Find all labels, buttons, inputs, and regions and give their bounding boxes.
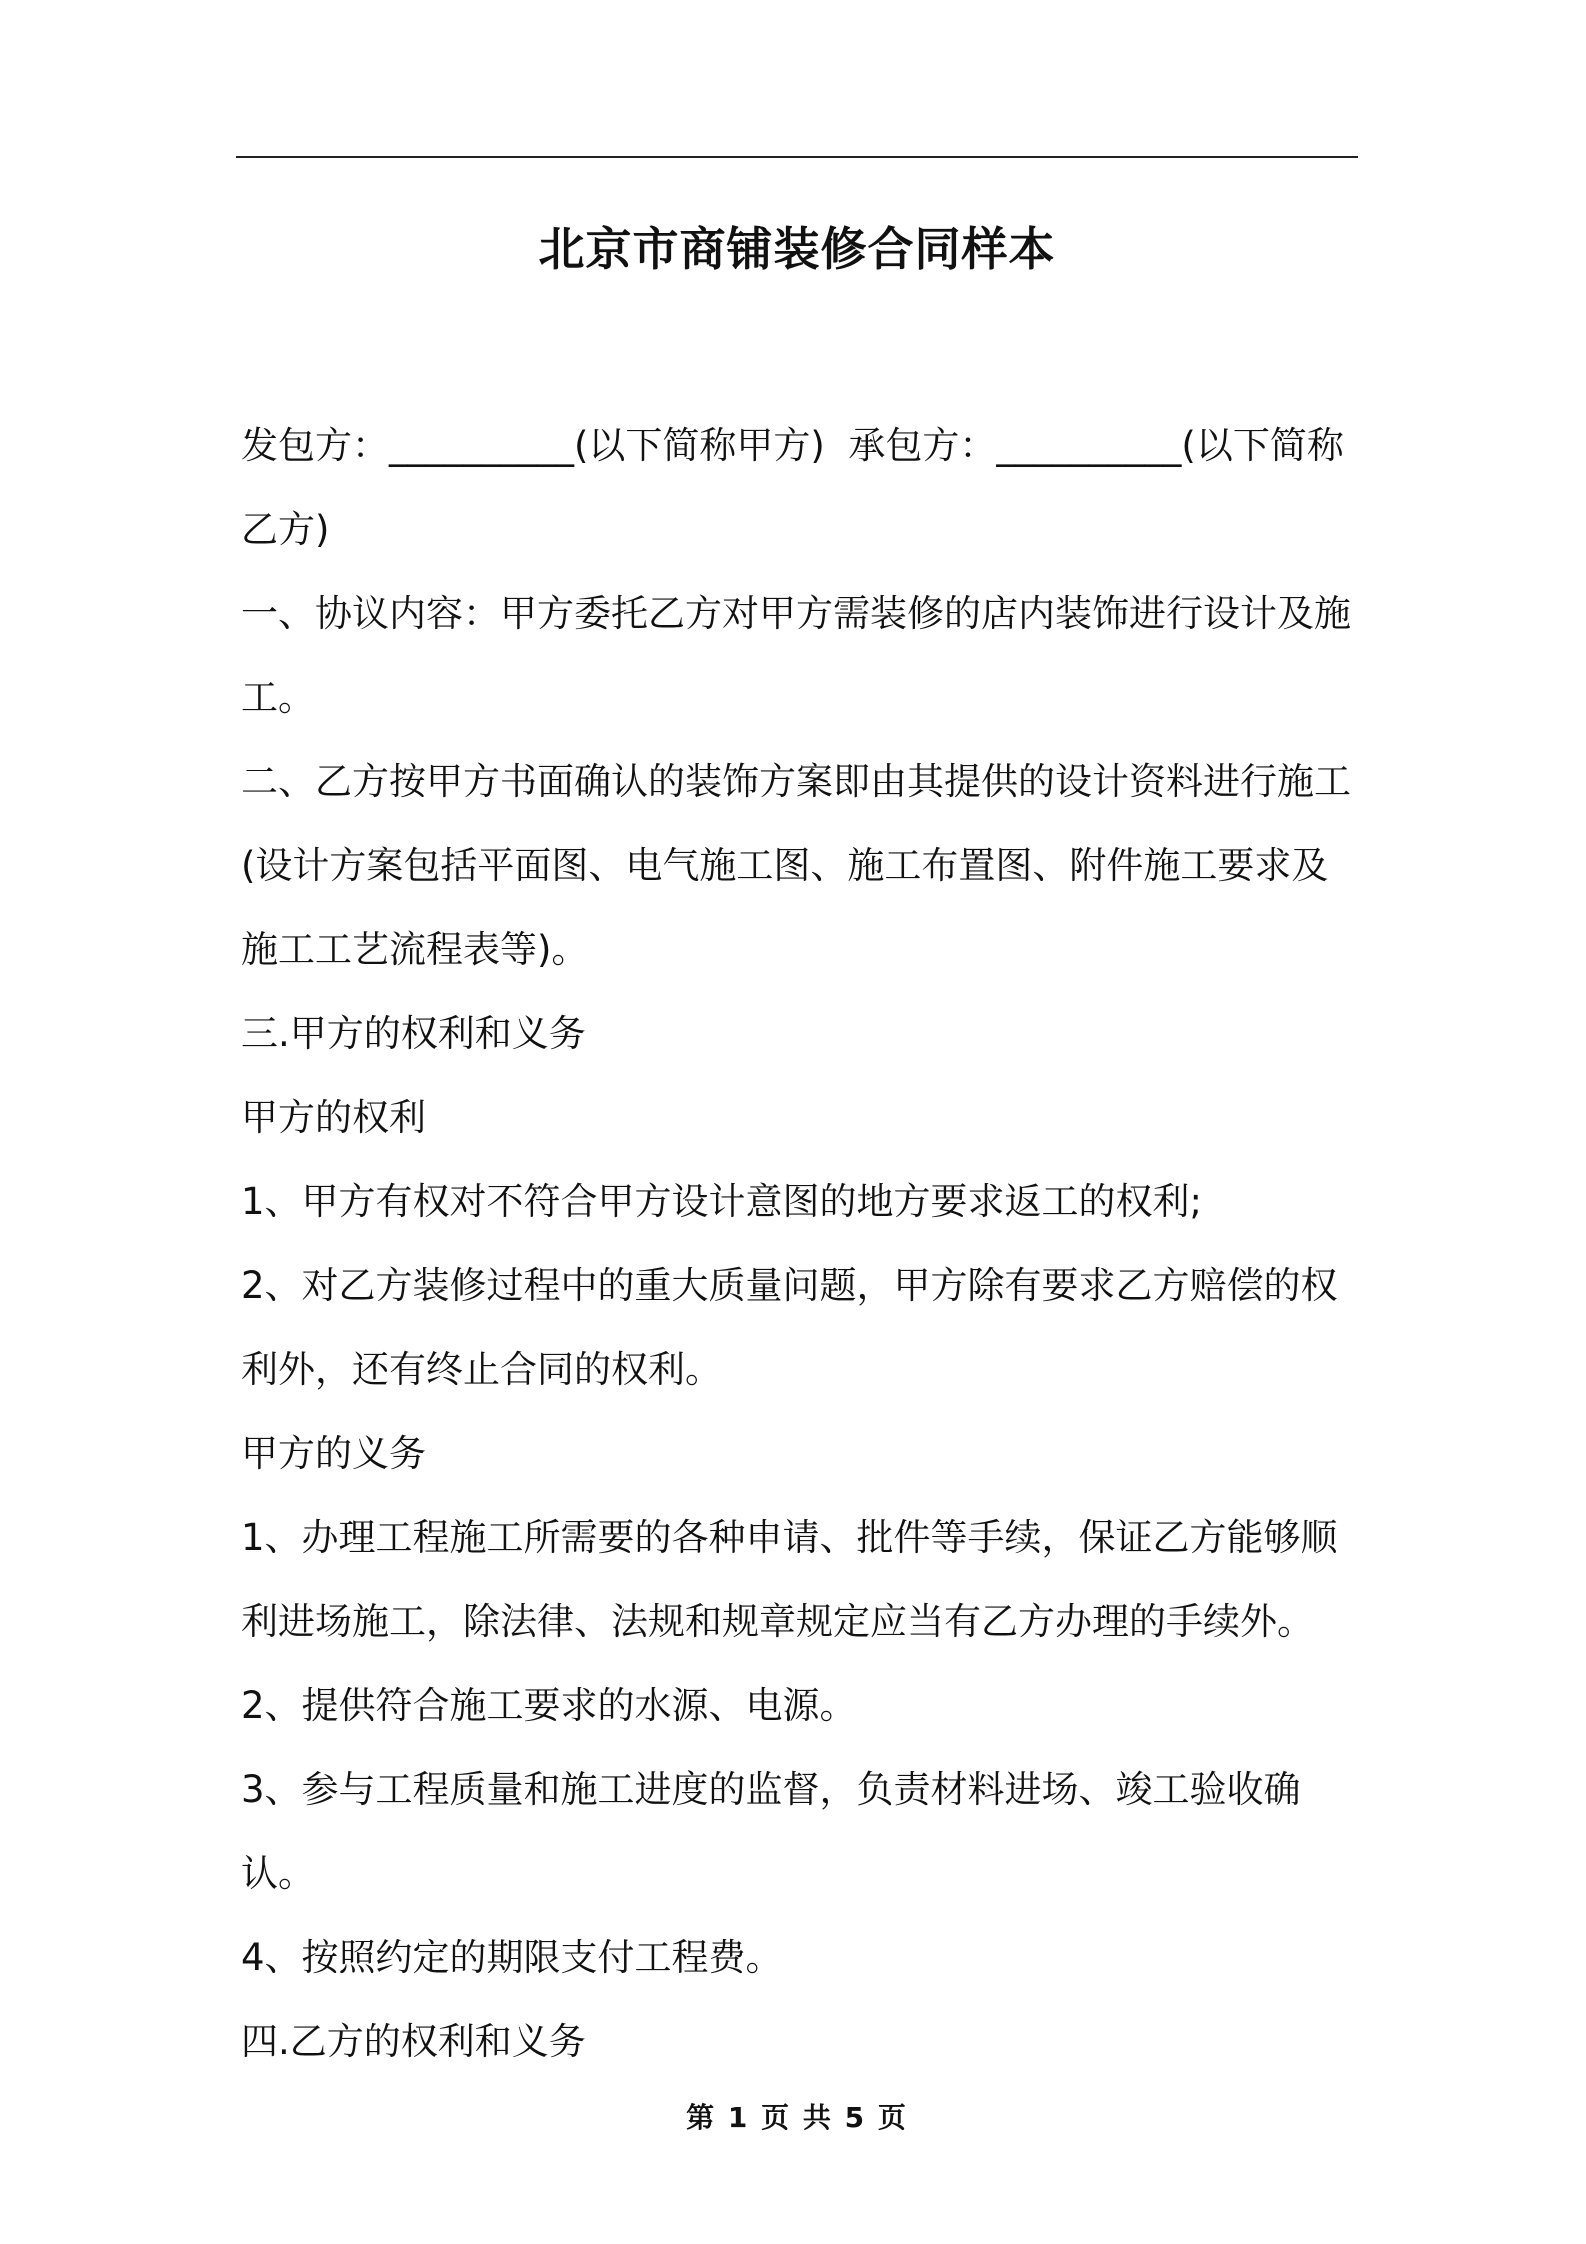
subheading-party-a-rights: 甲方的权利 xyxy=(241,1096,426,1139)
document-title: 北京市商铺装修合同样本 xyxy=(538,222,1056,276)
paragraph-clause-1: 一、协议内容：甲方委托乙方对甲方需装修的店内装饰进行设计及施工。 xyxy=(241,592,1351,719)
paragraph-parties: 发包方：__________(以下简称甲方) 承包方：__________(以下简称乙方) xyxy=(241,424,1344,551)
paragraph-rights-2: 2、对乙方装修过程中的重大质量问题，甲方除有要求乙方赔偿的权利外，还有终止合同的权利。 xyxy=(241,1264,1338,1391)
paragraph-duties-1: 1、办理工程施工所需要的各种申请、批件等手续，保证乙方能够顺利进场施工，除法律、法规和规章规定应当有乙方办理的手续外。 xyxy=(241,1516,1338,1643)
paragraph-duties-4: 4、按照约定的期限支付工程费。 xyxy=(241,1936,783,1979)
paragraph-duties-2: 2、提供符合施工要求的水源、电源。 xyxy=(241,1684,857,1727)
section-heading-3: 三.甲方的权利和义务 xyxy=(241,1012,586,1055)
subheading-party-a-duties: 甲方的义务 xyxy=(241,1432,426,1475)
section-heading-4: 四.乙方的权利和义务 xyxy=(241,2020,586,2063)
paragraph-clause-2: 二、乙方按甲方书面确认的装饰方案即由其提供的设计资料进行施工(设计方案包括平面图、电气施工图、施工布置图、附件施工要求及施工工艺流程表等)。 xyxy=(241,760,1351,971)
header-rule xyxy=(236,156,1358,158)
document-body xyxy=(241,404,1365,2084)
paragraph-rights-1: 1、甲方有权对不符合甲方设计意图的地方要求返工的权利; xyxy=(241,1180,1203,1223)
page-number-footer: 第 1 页 共 5 页 xyxy=(686,2101,908,2134)
paragraph-duties-3: 3、参与工程质量和施工进度的监督，负责材料进场、竣工验收确认。 xyxy=(241,1768,1301,1895)
